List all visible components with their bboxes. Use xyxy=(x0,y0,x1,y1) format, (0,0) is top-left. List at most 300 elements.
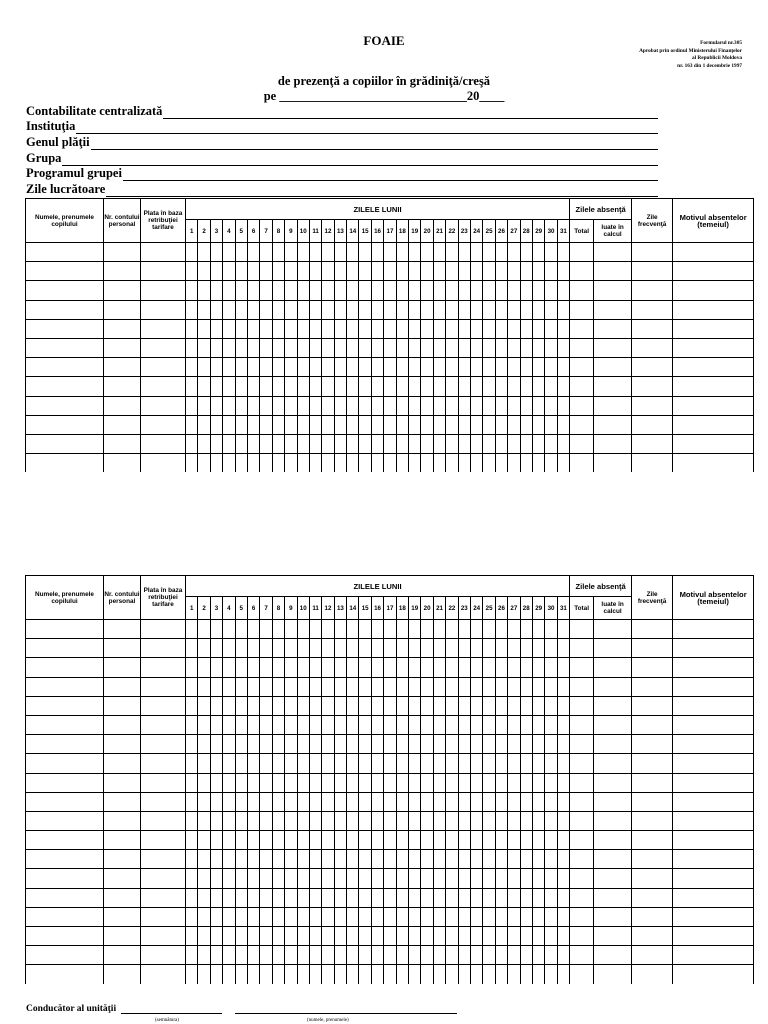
table-cell[interactable] xyxy=(104,396,141,415)
table-cell[interactable] xyxy=(433,754,445,773)
table-cell[interactable] xyxy=(272,792,284,811)
table-cell[interactable] xyxy=(198,754,210,773)
table-cell[interactable] xyxy=(673,358,754,377)
table-cell[interactable] xyxy=(532,620,544,639)
table-cell[interactable] xyxy=(334,281,346,300)
table-cell[interactable] xyxy=(433,639,445,658)
table-cell[interactable] xyxy=(520,946,532,965)
table-cell[interactable] xyxy=(433,869,445,888)
table-cell[interactable] xyxy=(545,811,557,830)
table-cell[interactable] xyxy=(260,754,272,773)
table-cell[interactable] xyxy=(483,639,495,658)
table-cell[interactable] xyxy=(632,715,673,734)
table-cell[interactable] xyxy=(545,620,557,639)
table-cell[interactable] xyxy=(322,620,334,639)
table-cell[interactable] xyxy=(421,338,433,357)
table-cell[interactable] xyxy=(247,434,259,453)
table-cell[interactable] xyxy=(371,946,383,965)
table-cell[interactable] xyxy=(673,850,754,869)
table-cell[interactable] xyxy=(371,658,383,677)
table-cell[interactable] xyxy=(594,946,632,965)
table-cell[interactable] xyxy=(632,620,673,639)
table-cell[interactable] xyxy=(235,243,247,262)
table-cell[interactable] xyxy=(186,811,198,830)
table-cell[interactable] xyxy=(247,639,259,658)
table-cell[interactable] xyxy=(557,965,569,984)
table-cell[interactable] xyxy=(186,715,198,734)
table-cell[interactable] xyxy=(104,243,141,262)
table-cell[interactable] xyxy=(446,754,458,773)
table-cell[interactable] xyxy=(186,377,198,396)
table-cell[interactable] xyxy=(26,658,104,677)
table-cell[interactable] xyxy=(285,620,297,639)
table-cell[interactable] xyxy=(545,677,557,696)
table-cell[interactable] xyxy=(421,831,433,850)
table-cell[interactable] xyxy=(371,965,383,984)
table-cell[interactable] xyxy=(322,715,334,734)
table-cell[interactable] xyxy=(396,300,408,319)
table-cell[interactable] xyxy=(570,396,594,415)
table-cell[interactable] xyxy=(458,715,470,734)
table-cell[interactable] xyxy=(371,811,383,830)
table-cell[interactable] xyxy=(532,869,544,888)
table-cell[interactable] xyxy=(141,358,186,377)
table-cell[interactable] xyxy=(210,677,222,696)
table-cell[interactable] xyxy=(446,811,458,830)
table-cell[interactable] xyxy=(532,888,544,907)
table-cell[interactable] xyxy=(272,243,284,262)
table-cell[interactable] xyxy=(421,454,433,473)
table-cell[interactable] xyxy=(673,888,754,907)
table-cell[interactable] xyxy=(235,965,247,984)
table-cell[interactable] xyxy=(483,377,495,396)
table-cell[interactable] xyxy=(104,831,141,850)
table-cell[interactable] xyxy=(520,377,532,396)
table-cell[interactable] xyxy=(470,338,482,357)
table-cell[interactable] xyxy=(347,792,359,811)
table-cell[interactable] xyxy=(104,454,141,473)
table-cell[interactable] xyxy=(495,965,507,984)
table-cell[interactable] xyxy=(260,358,272,377)
table-cell[interactable] xyxy=(532,811,544,830)
table-cell[interactable] xyxy=(223,792,235,811)
table-cell[interactable] xyxy=(334,773,346,792)
table-cell[interactable] xyxy=(223,338,235,357)
table-cell[interactable] xyxy=(570,281,594,300)
table-cell[interactable] xyxy=(297,281,309,300)
table-cell[interactable] xyxy=(458,262,470,281)
table-cell[interactable] xyxy=(483,946,495,965)
table-cell[interactable] xyxy=(421,319,433,338)
table-cell[interactable] xyxy=(532,696,544,715)
table-cell[interactable] xyxy=(235,639,247,658)
table-cell[interactable] xyxy=(297,338,309,357)
table-cell[interactable] xyxy=(545,377,557,396)
table-cell[interactable] xyxy=(223,946,235,965)
table-cell[interactable] xyxy=(594,454,632,473)
table-cell[interactable] xyxy=(260,773,272,792)
table-cell[interactable] xyxy=(141,696,186,715)
table-cell[interactable] xyxy=(334,319,346,338)
table-cell[interactable] xyxy=(384,262,396,281)
table-cell[interactable] xyxy=(384,888,396,907)
table-cell[interactable] xyxy=(347,735,359,754)
field-blank[interactable] xyxy=(76,122,658,134)
table-cell[interactable] xyxy=(359,715,371,734)
table-cell[interactable] xyxy=(396,434,408,453)
table-cell[interactable] xyxy=(520,735,532,754)
table-cell[interactable] xyxy=(673,262,754,281)
table-cell[interactable] xyxy=(297,965,309,984)
table-cell[interactable] xyxy=(297,319,309,338)
table-cell[interactable] xyxy=(532,792,544,811)
table-cell[interactable] xyxy=(458,696,470,715)
table-cell[interactable] xyxy=(673,377,754,396)
table-cell[interactable] xyxy=(532,454,544,473)
table-cell[interactable] xyxy=(632,358,673,377)
table-cell[interactable] xyxy=(594,773,632,792)
table-cell[interactable] xyxy=(446,965,458,984)
table-cell[interactable] xyxy=(371,773,383,792)
table-cell[interactable] xyxy=(272,658,284,677)
table-cell[interactable] xyxy=(198,907,210,926)
table-cell[interactable] xyxy=(285,715,297,734)
table-cell[interactable] xyxy=(210,300,222,319)
table-cell[interactable] xyxy=(594,300,632,319)
table-cell[interactable] xyxy=(309,965,321,984)
table-cell[interactable] xyxy=(186,319,198,338)
table-cell[interactable] xyxy=(141,869,186,888)
table-cell[interactable] xyxy=(26,831,104,850)
table-cell[interactable] xyxy=(334,358,346,377)
table-cell[interactable] xyxy=(359,319,371,338)
table-cell[interactable] xyxy=(409,434,421,453)
table-cell[interactable] xyxy=(235,811,247,830)
table-cell[interactable] xyxy=(247,338,259,357)
table-cell[interactable] xyxy=(396,735,408,754)
table-cell[interactable] xyxy=(632,677,673,696)
table-cell[interactable] xyxy=(210,831,222,850)
table-cell[interactable] xyxy=(285,696,297,715)
table-cell[interactable] xyxy=(198,281,210,300)
table-cell[interactable] xyxy=(186,434,198,453)
table-cell[interactable] xyxy=(384,792,396,811)
table-cell[interactable] xyxy=(309,927,321,946)
table-cell[interactable] xyxy=(322,811,334,830)
table-cell[interactable] xyxy=(545,300,557,319)
table-cell[interactable] xyxy=(409,869,421,888)
table-cell[interactable] xyxy=(409,620,421,639)
table-cell[interactable] xyxy=(26,773,104,792)
table-cell[interactable] xyxy=(235,735,247,754)
table-cell[interactable] xyxy=(446,434,458,453)
table-cell[interactable] xyxy=(347,754,359,773)
table-cell[interactable] xyxy=(272,907,284,926)
table-cell[interactable] xyxy=(26,358,104,377)
table-cell[interactable] xyxy=(396,811,408,830)
table-cell[interactable] xyxy=(673,338,754,357)
table-cell[interactable] xyxy=(309,415,321,434)
table-cell[interactable] xyxy=(260,658,272,677)
table-cell[interactable] xyxy=(247,754,259,773)
table-cell[interactable] xyxy=(247,396,259,415)
table-cell[interactable] xyxy=(532,946,544,965)
table-cell[interactable] xyxy=(141,658,186,677)
table-cell[interactable] xyxy=(421,850,433,869)
table-cell[interactable] xyxy=(545,927,557,946)
table-cell[interactable] xyxy=(247,377,259,396)
table-cell[interactable] xyxy=(495,850,507,869)
table-cell[interactable] xyxy=(260,396,272,415)
table-cell[interactable] xyxy=(141,831,186,850)
table-cell[interactable] xyxy=(508,639,520,658)
table-cell[interactable] xyxy=(495,677,507,696)
table-cell[interactable] xyxy=(470,454,482,473)
table-cell[interactable] xyxy=(384,338,396,357)
table-cell[interactable] xyxy=(673,715,754,734)
table-cell[interactable] xyxy=(396,639,408,658)
table-cell[interactable] xyxy=(483,869,495,888)
table-cell[interactable] xyxy=(384,300,396,319)
table-cell[interactable] xyxy=(198,396,210,415)
table-cell[interactable] xyxy=(396,396,408,415)
table-cell[interactable] xyxy=(347,927,359,946)
table-cell[interactable] xyxy=(235,792,247,811)
table-cell[interactable] xyxy=(235,396,247,415)
table-cell[interactable] xyxy=(433,888,445,907)
table-cell[interactable] xyxy=(409,888,421,907)
table-cell[interactable] xyxy=(446,358,458,377)
table-cell[interactable] xyxy=(470,677,482,696)
table-cell[interactable] xyxy=(557,358,569,377)
table-cell[interactable] xyxy=(483,243,495,262)
table-cell[interactable] xyxy=(421,281,433,300)
table-cell[interactable] xyxy=(384,281,396,300)
table-cell[interactable] xyxy=(297,927,309,946)
table-cell[interactable] xyxy=(198,946,210,965)
table-cell[interactable] xyxy=(545,869,557,888)
table-cell[interactable] xyxy=(210,792,222,811)
table-cell[interactable] xyxy=(384,907,396,926)
table-cell[interactable] xyxy=(433,946,445,965)
table-cell[interactable] xyxy=(495,735,507,754)
table-cell[interactable] xyxy=(570,243,594,262)
table-cell[interactable] xyxy=(309,377,321,396)
table-cell[interactable] xyxy=(297,434,309,453)
table-cell[interactable] xyxy=(104,620,141,639)
table-cell[interactable] xyxy=(322,454,334,473)
table-cell[interactable] xyxy=(557,831,569,850)
table-cell[interactable] xyxy=(210,715,222,734)
table-cell[interactable] xyxy=(433,696,445,715)
table-cell[interactable] xyxy=(26,319,104,338)
table-cell[interactable] xyxy=(458,358,470,377)
table-cell[interactable] xyxy=(198,715,210,734)
table-cell[interactable] xyxy=(334,415,346,434)
table-cell[interactable] xyxy=(359,658,371,677)
table-cell[interactable] xyxy=(495,639,507,658)
table-cell[interactable] xyxy=(198,319,210,338)
table-cell[interactable] xyxy=(141,243,186,262)
table-cell[interactable] xyxy=(285,639,297,658)
table-cell[interactable] xyxy=(384,946,396,965)
table-cell[interactable] xyxy=(210,434,222,453)
table-cell[interactable] xyxy=(409,396,421,415)
table-cell[interactable] xyxy=(409,377,421,396)
table-cell[interactable] xyxy=(309,434,321,453)
table-cell[interactable] xyxy=(632,243,673,262)
table-cell[interactable] xyxy=(223,396,235,415)
table-cell[interactable] xyxy=(260,377,272,396)
table-cell[interactable] xyxy=(260,792,272,811)
table-cell[interactable] xyxy=(495,358,507,377)
table-cell[interactable] xyxy=(223,319,235,338)
table-cell[interactable] xyxy=(594,850,632,869)
table-cell[interactable] xyxy=(557,377,569,396)
table-cell[interactable] xyxy=(495,811,507,830)
table-cell[interactable] xyxy=(545,434,557,453)
table-cell[interactable] xyxy=(409,415,421,434)
table-cell[interactable] xyxy=(223,639,235,658)
table-cell[interactable] xyxy=(371,888,383,907)
table-cell[interactable] xyxy=(285,831,297,850)
table-cell[interactable] xyxy=(557,754,569,773)
table-cell[interactable] xyxy=(545,965,557,984)
table-cell[interactable] xyxy=(371,927,383,946)
table-cell[interactable] xyxy=(532,658,544,677)
table-cell[interactable] xyxy=(247,243,259,262)
table-cell[interactable] xyxy=(210,754,222,773)
table-cell[interactable] xyxy=(347,454,359,473)
table-cell[interactable] xyxy=(104,658,141,677)
table-cell[interactable] xyxy=(532,281,544,300)
table-cell[interactable] xyxy=(470,639,482,658)
table-cell[interactable] xyxy=(235,677,247,696)
table-cell[interactable] xyxy=(371,620,383,639)
table-cell[interactable] xyxy=(272,677,284,696)
table-cell[interactable] xyxy=(470,262,482,281)
table-cell[interactable] xyxy=(309,262,321,281)
table-cell[interactable] xyxy=(223,358,235,377)
table-cell[interactable] xyxy=(545,319,557,338)
table-cell[interactable] xyxy=(520,358,532,377)
table-cell[interactable] xyxy=(433,850,445,869)
table-cell[interactable] xyxy=(371,869,383,888)
table-cell[interactable] xyxy=(508,358,520,377)
table-cell[interactable] xyxy=(104,415,141,434)
table-cell[interactable] xyxy=(247,620,259,639)
table-cell[interactable] xyxy=(483,888,495,907)
table-cell[interactable] xyxy=(409,319,421,338)
table-cell[interactable] xyxy=(495,281,507,300)
table-cell[interactable] xyxy=(446,946,458,965)
table-cell[interactable] xyxy=(285,850,297,869)
table-cell[interactable] xyxy=(347,773,359,792)
table-cell[interactable] xyxy=(483,281,495,300)
field-blank[interactable] xyxy=(91,138,658,150)
table-cell[interactable] xyxy=(104,358,141,377)
table-cell[interactable] xyxy=(409,907,421,926)
table-cell[interactable] xyxy=(285,319,297,338)
table-cell[interactable] xyxy=(673,965,754,984)
table-cell[interactable] xyxy=(594,243,632,262)
table-cell[interactable] xyxy=(223,415,235,434)
table-cell[interactable] xyxy=(532,300,544,319)
table-cell[interactable] xyxy=(322,319,334,338)
table-cell[interactable] xyxy=(396,281,408,300)
table-cell[interactable] xyxy=(421,773,433,792)
table-cell[interactable] xyxy=(495,658,507,677)
table-cell[interactable] xyxy=(570,319,594,338)
table-cell[interactable] xyxy=(285,792,297,811)
table-cell[interactable] xyxy=(673,831,754,850)
table-cell[interactable] xyxy=(371,377,383,396)
table-cell[interactable] xyxy=(334,850,346,869)
field-institution[interactable] xyxy=(26,119,658,134)
table-cell[interactable] xyxy=(309,754,321,773)
table-cell[interactable] xyxy=(557,262,569,281)
table-cell[interactable] xyxy=(409,358,421,377)
table-cell[interactable] xyxy=(470,377,482,396)
table-cell[interactable] xyxy=(186,243,198,262)
table-cell[interactable] xyxy=(104,850,141,869)
table-cell[interactable] xyxy=(446,319,458,338)
table-cell[interactable] xyxy=(247,696,259,715)
table-cell[interactable] xyxy=(384,639,396,658)
table-cell[interactable] xyxy=(186,927,198,946)
table-cell[interactable] xyxy=(470,281,482,300)
table-cell[interactable] xyxy=(26,677,104,696)
table-cell[interactable] xyxy=(309,620,321,639)
table-cell[interactable] xyxy=(384,358,396,377)
table-cell[interactable] xyxy=(433,396,445,415)
table-cell[interactable] xyxy=(322,888,334,907)
table-cell[interactable] xyxy=(409,300,421,319)
table-cell[interactable] xyxy=(520,454,532,473)
table-cell[interactable] xyxy=(186,831,198,850)
table-cell[interactable] xyxy=(210,965,222,984)
table-cell[interactable] xyxy=(409,831,421,850)
table-cell[interactable] xyxy=(309,677,321,696)
table-cell[interactable] xyxy=(198,888,210,907)
table-cell[interactable] xyxy=(104,677,141,696)
table-cell[interactable] xyxy=(520,300,532,319)
table-cell[interactable] xyxy=(260,338,272,357)
table-cell[interactable] xyxy=(508,850,520,869)
field-group-program[interactable] xyxy=(26,166,658,181)
table-cell[interactable] xyxy=(104,946,141,965)
table-cell[interactable] xyxy=(210,262,222,281)
table-cell[interactable] xyxy=(396,792,408,811)
table-cell[interactable] xyxy=(104,300,141,319)
table-cell[interactable] xyxy=(396,338,408,357)
table-cell[interactable] xyxy=(396,658,408,677)
table-cell[interactable] xyxy=(334,243,346,262)
table-cell[interactable] xyxy=(384,773,396,792)
table-cell[interactable] xyxy=(371,639,383,658)
table-cell[interactable] xyxy=(421,792,433,811)
table-cell[interactable] xyxy=(495,907,507,926)
table-cell[interactable] xyxy=(557,396,569,415)
table-cell[interactable] xyxy=(384,396,396,415)
table-cell[interactable] xyxy=(198,639,210,658)
table-cell[interactable] xyxy=(322,377,334,396)
table-cell[interactable] xyxy=(421,965,433,984)
table-cell[interactable] xyxy=(247,869,259,888)
table-cell[interactable] xyxy=(570,907,594,926)
table-cell[interactable] xyxy=(210,620,222,639)
table-cell[interactable] xyxy=(458,677,470,696)
